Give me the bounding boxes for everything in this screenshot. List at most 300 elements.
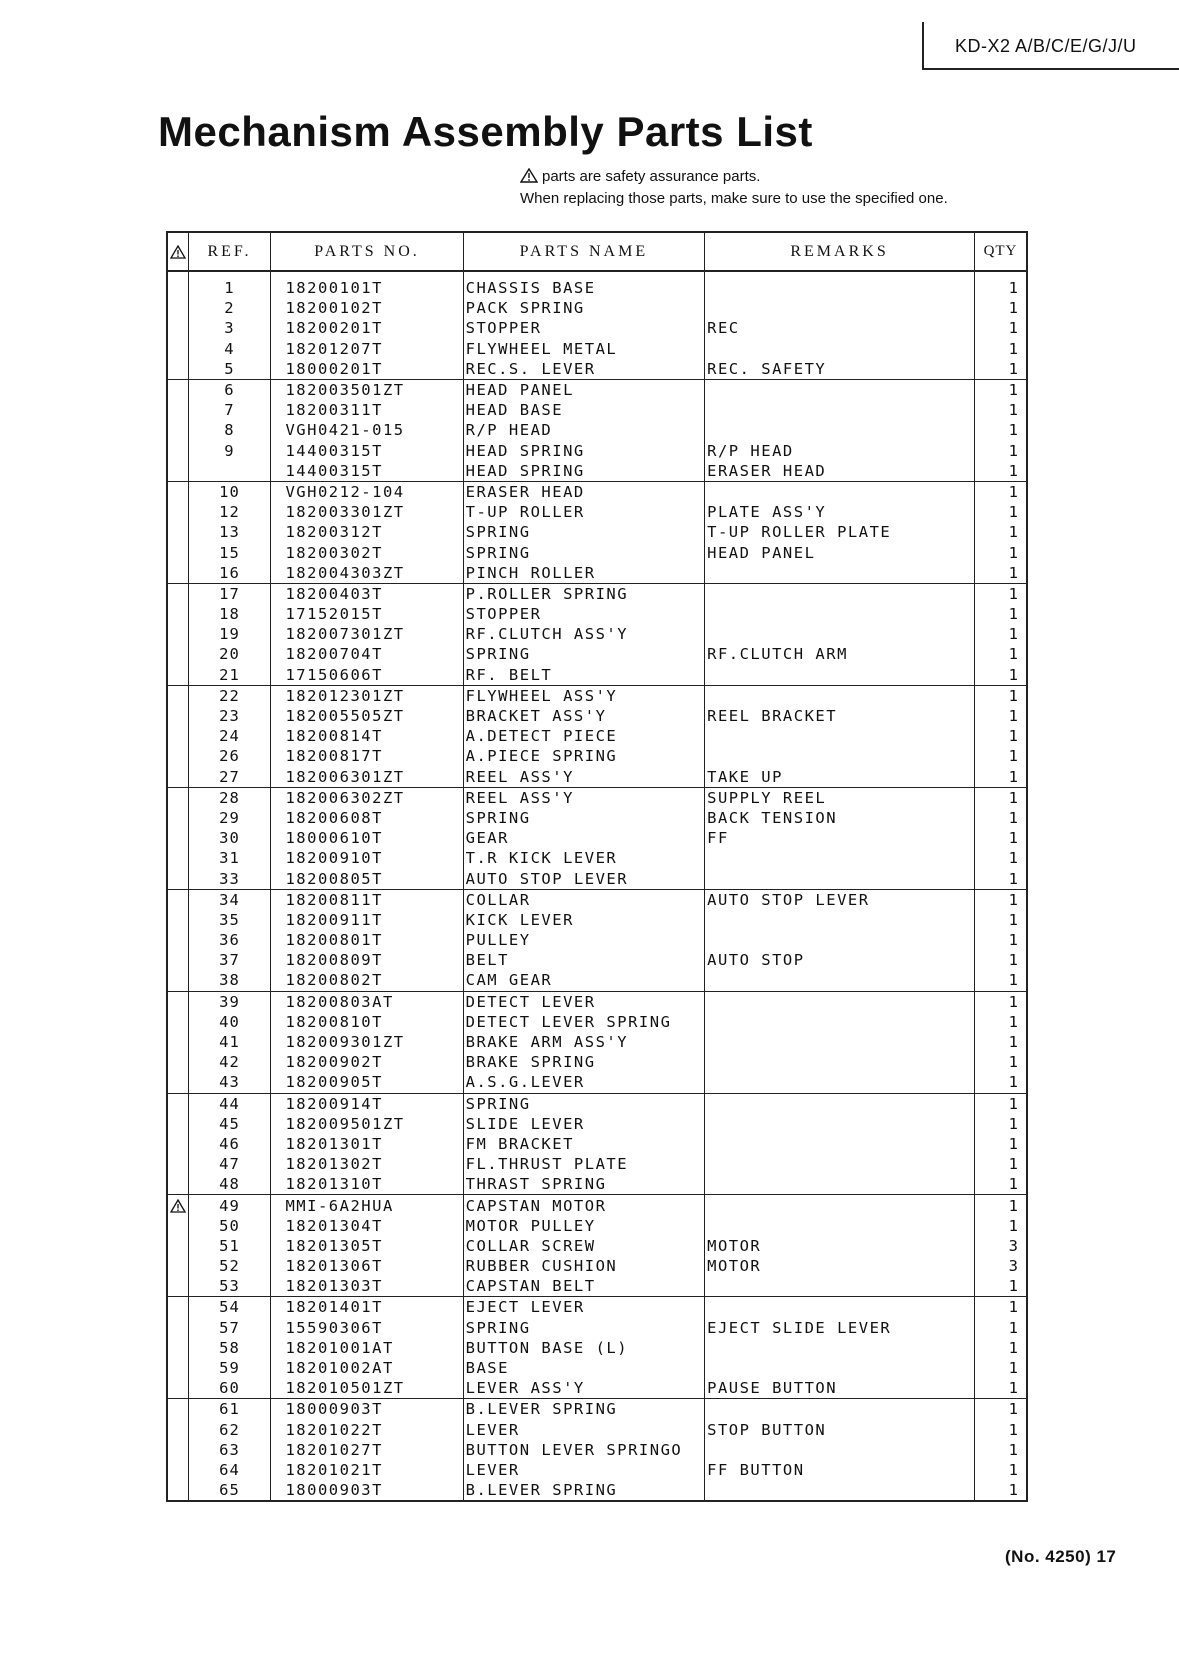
ref-cell: 4 bbox=[188, 339, 271, 359]
remarks-cell bbox=[705, 665, 975, 686]
part-name-cell: BRAKE ARM ASS'Y bbox=[463, 1032, 705, 1052]
part-number-cell: 17150606T bbox=[271, 665, 463, 686]
table-row bbox=[167, 1012, 1027, 1032]
table-row bbox=[167, 583, 1027, 604]
safety-cell bbox=[167, 624, 188, 644]
qty-cell: 1 bbox=[974, 271, 1027, 298]
ref-cell: 35 bbox=[188, 910, 271, 930]
table-row bbox=[167, 1440, 1027, 1460]
table-row bbox=[167, 1378, 1027, 1399]
safety-cell bbox=[167, 1012, 188, 1032]
part-number-cell: 18201304T bbox=[271, 1216, 463, 1236]
remarks-cell: R/P HEAD bbox=[705, 441, 975, 461]
remarks-cell bbox=[705, 604, 975, 624]
safety-cell bbox=[167, 808, 188, 828]
part-name-cell: HEAD SPRING bbox=[463, 461, 705, 482]
remarks-cell bbox=[705, 1012, 975, 1032]
remarks-cell: PAUSE BUTTON bbox=[705, 1378, 975, 1399]
qty-cell: 1 bbox=[974, 624, 1027, 644]
remarks-cell bbox=[705, 1052, 975, 1072]
part-name-cell: BRACKET ASS'Y bbox=[463, 706, 705, 726]
part-number-cell: 182006301ZT bbox=[271, 767, 463, 788]
page-title: Mechanism Assembly Parts List bbox=[158, 108, 813, 155]
table-row bbox=[167, 1256, 1027, 1276]
part-name-cell: COLLAR bbox=[463, 889, 705, 910]
part-name-cell: BUTTON BASE (L) bbox=[463, 1338, 705, 1358]
part-name-cell: PINCH ROLLER bbox=[463, 563, 705, 584]
qty-cell: 1 bbox=[974, 1276, 1027, 1297]
table-row bbox=[167, 522, 1027, 542]
safety-cell bbox=[167, 1378, 188, 1399]
part-number-cell: 182012301ZT bbox=[271, 685, 463, 706]
table-row bbox=[167, 868, 1027, 889]
remarks-cell bbox=[705, 1114, 975, 1134]
part-number-cell: 18201301T bbox=[271, 1134, 463, 1154]
part-number-cell: 18201401T bbox=[271, 1297, 463, 1318]
qty-cell: 1 bbox=[974, 991, 1027, 1012]
part-name-cell: GEAR bbox=[463, 828, 705, 848]
part-name-cell: FL.THRUST PLATE bbox=[463, 1154, 705, 1174]
part-name-cell: BELT bbox=[463, 950, 705, 970]
ref-cell: 64 bbox=[188, 1460, 271, 1480]
table-row bbox=[167, 420, 1027, 440]
qty-cell: 1 bbox=[974, 767, 1027, 788]
ref-cell: 1 bbox=[188, 271, 271, 298]
table-row bbox=[167, 808, 1027, 828]
table-row bbox=[167, 991, 1027, 1012]
part-name-cell: HEAD BASE bbox=[463, 400, 705, 420]
remarks-cell bbox=[705, 271, 975, 298]
safety-column-header bbox=[167, 232, 188, 271]
qty-cell: 1 bbox=[974, 1358, 1027, 1378]
remarks-cell bbox=[705, 1358, 975, 1378]
safety-cell bbox=[167, 441, 188, 461]
part-number-cell: 18201303T bbox=[271, 1276, 463, 1297]
part-name-cell: STOPPER bbox=[463, 604, 705, 624]
part-number-cell: 182006302ZT bbox=[271, 787, 463, 808]
ref-cell: 59 bbox=[188, 1358, 271, 1378]
remarks-cell bbox=[705, 1338, 975, 1358]
part-number-cell: 182010501ZT bbox=[271, 1378, 463, 1399]
table-row bbox=[167, 1174, 1027, 1195]
qty-cell: 1 bbox=[974, 400, 1027, 420]
safety-cell bbox=[167, 1276, 188, 1297]
part-number-cell: 18200902T bbox=[271, 1052, 463, 1072]
ref-cell: 29 bbox=[188, 808, 271, 828]
remarks-cell bbox=[705, 685, 975, 706]
safety-cell bbox=[167, 848, 188, 868]
remarks-cell: T-UP ROLLER PLATE bbox=[705, 522, 975, 542]
qty-cell: 1 bbox=[974, 339, 1027, 359]
safety-cell bbox=[167, 970, 188, 991]
part-number-cell: 18200102T bbox=[271, 298, 463, 318]
safety-cell bbox=[167, 420, 188, 440]
part-name-cell: SPRING bbox=[463, 522, 705, 542]
remarks-cell bbox=[705, 1154, 975, 1174]
table-row bbox=[167, 400, 1027, 420]
remarks-cell: REEL BRACKET bbox=[705, 706, 975, 726]
safety-cell bbox=[167, 1216, 188, 1236]
part-number-cell: 18200911T bbox=[271, 910, 463, 930]
model-label: KD-X2 A/B/C/E/G/J/U bbox=[955, 36, 1137, 56]
part-number-cell: 18200801T bbox=[271, 930, 463, 950]
table-row bbox=[167, 604, 1027, 624]
safety-cell bbox=[167, 522, 188, 542]
safety-cell bbox=[167, 604, 188, 624]
qty-cell: 1 bbox=[974, 950, 1027, 970]
safety-note bbox=[520, 168, 760, 185]
qty-cell: 1 bbox=[974, 1297, 1027, 1318]
remarks-cell: FF bbox=[705, 828, 975, 848]
qty-cell: 1 bbox=[974, 298, 1027, 318]
remarks-cell bbox=[705, 1174, 975, 1195]
safety-cell bbox=[167, 1460, 188, 1480]
part-number-cell: 18200201T bbox=[271, 318, 463, 338]
warning-triangle-icon bbox=[170, 1199, 186, 1213]
safety-cell bbox=[167, 359, 188, 380]
ref-cell: 60 bbox=[188, 1378, 271, 1399]
table-row bbox=[167, 502, 1027, 522]
table-row bbox=[167, 889, 1027, 910]
qty-cell: 1 bbox=[974, 1174, 1027, 1195]
part-name-cell: BASE bbox=[463, 1358, 705, 1378]
table-row bbox=[167, 542, 1027, 562]
part-number-cell: 18200101T bbox=[271, 271, 463, 298]
ref-cell: 22 bbox=[188, 685, 271, 706]
part-name-cell: BUTTON LEVER SPRINGO bbox=[463, 1440, 705, 1460]
parts-table bbox=[166, 231, 1028, 1502]
part-name-cell: AUTO STOP LEVER bbox=[463, 868, 705, 889]
qty-cell: 1 bbox=[974, 746, 1027, 766]
part-name-cell: CHASSIS BASE bbox=[463, 271, 705, 298]
remarks-cell bbox=[705, 563, 975, 584]
safety-cell bbox=[167, 828, 188, 848]
ref-cell: 24 bbox=[188, 726, 271, 746]
ref-cell: 10 bbox=[188, 481, 271, 502]
table-row bbox=[167, 1460, 1027, 1480]
remarks-cell bbox=[705, 1480, 975, 1501]
part-name-cell: P.ROLLER SPRING bbox=[463, 583, 705, 604]
part-number-cell: 18201021T bbox=[271, 1460, 463, 1480]
part-name-cell: LEVER bbox=[463, 1460, 705, 1480]
qty-cell: 1 bbox=[974, 1032, 1027, 1052]
ref-cell: 44 bbox=[188, 1093, 271, 1114]
table-row bbox=[167, 767, 1027, 788]
remarks-cell bbox=[705, 930, 975, 950]
part-name-cell: R/P HEAD bbox=[463, 420, 705, 440]
table-row bbox=[167, 910, 1027, 930]
part-number-cell: 18000903T bbox=[271, 1480, 463, 1501]
parts-name-column-header: PARTS NAME bbox=[463, 232, 705, 271]
ref-cell: 45 bbox=[188, 1114, 271, 1134]
safety-cell bbox=[167, 930, 188, 950]
qty-cell: 1 bbox=[974, 665, 1027, 686]
safety-cell bbox=[167, 461, 188, 482]
table-row bbox=[167, 950, 1027, 970]
ref-cell: 50 bbox=[188, 1216, 271, 1236]
remarks-cell: TAKE UP bbox=[705, 767, 975, 788]
table-row bbox=[167, 298, 1027, 318]
table-row bbox=[167, 481, 1027, 502]
part-number-cell: 18200311T bbox=[271, 400, 463, 420]
ref-cell: 5 bbox=[188, 359, 271, 380]
part-number-cell: VGH0212-104 bbox=[271, 481, 463, 502]
remarks-cell: AUTO STOP bbox=[705, 950, 975, 970]
remarks-cell: MOTOR bbox=[705, 1236, 975, 1256]
part-number-cell: 18200312T bbox=[271, 522, 463, 542]
remarks-cell: MOTOR bbox=[705, 1256, 975, 1276]
remarks-cell bbox=[705, 298, 975, 318]
qty-cell: 1 bbox=[974, 481, 1027, 502]
ref-cell: 33 bbox=[188, 868, 271, 889]
part-number-cell: 18201022T bbox=[271, 1420, 463, 1440]
qty-cell: 1 bbox=[974, 604, 1027, 624]
part-name-cell: COLLAR SCREW bbox=[463, 1236, 705, 1256]
ref-cell: 51 bbox=[188, 1236, 271, 1256]
qty-cell: 1 bbox=[974, 787, 1027, 808]
part-name-cell: REC.S. LEVER bbox=[463, 359, 705, 380]
qty-cell: 1 bbox=[974, 930, 1027, 950]
ref-cell: 18 bbox=[188, 604, 271, 624]
qty-cell: 1 bbox=[974, 1480, 1027, 1501]
ref-cell: 57 bbox=[188, 1318, 271, 1338]
safety-cell bbox=[167, 339, 188, 359]
qty-cell: 1 bbox=[974, 1420, 1027, 1440]
qty-cell: 1 bbox=[974, 848, 1027, 868]
ref-cell: 38 bbox=[188, 970, 271, 991]
table-row bbox=[167, 1338, 1027, 1358]
qty-cell: 1 bbox=[974, 542, 1027, 562]
part-number-cell: 15590306T bbox=[271, 1318, 463, 1338]
table-row bbox=[167, 339, 1027, 359]
part-number-cell: 18200302T bbox=[271, 542, 463, 562]
remarks-cell: REC. SAFETY bbox=[705, 359, 975, 380]
part-name-cell: RF.CLUTCH ASS'Y bbox=[463, 624, 705, 644]
safety-cell bbox=[167, 1440, 188, 1460]
remarks-cell bbox=[705, 1032, 975, 1052]
ref-cell: 3 bbox=[188, 318, 271, 338]
remarks-cell bbox=[705, 970, 975, 991]
part-name-cell: RF. BELT bbox=[463, 665, 705, 686]
table-row bbox=[167, 1480, 1027, 1501]
safety-note-text: parts are safety assurance parts. bbox=[542, 168, 761, 185]
safety-cell bbox=[167, 542, 188, 562]
qty-cell: 1 bbox=[974, 828, 1027, 848]
qty-cell: 1 bbox=[974, 1195, 1027, 1216]
remarks-cell bbox=[705, 1399, 975, 1420]
ref-cell: 34 bbox=[188, 889, 271, 910]
table-header-row bbox=[167, 232, 1027, 271]
part-number-cell: 18200802T bbox=[271, 970, 463, 991]
ref-cell: 37 bbox=[188, 950, 271, 970]
part-name-cell: B.LEVER SPRING bbox=[463, 1399, 705, 1420]
qty-cell: 1 bbox=[974, 1093, 1027, 1114]
qty-cell: 1 bbox=[974, 889, 1027, 910]
part-number-cell: 18201310T bbox=[271, 1174, 463, 1195]
ref-cell: 41 bbox=[188, 1032, 271, 1052]
table-row bbox=[167, 1399, 1027, 1420]
safety-cell bbox=[167, 1399, 188, 1420]
table-row bbox=[167, 563, 1027, 584]
part-name-cell: KICK LEVER bbox=[463, 910, 705, 930]
remarks-cell bbox=[705, 868, 975, 889]
table-row bbox=[167, 665, 1027, 686]
safety-cell bbox=[167, 1032, 188, 1052]
table-row bbox=[167, 787, 1027, 808]
remarks-cell: AUTO STOP LEVER bbox=[705, 889, 975, 910]
table-row bbox=[167, 706, 1027, 726]
qty-cell: 3 bbox=[974, 1236, 1027, 1256]
part-name-cell: LEVER ASS'Y bbox=[463, 1378, 705, 1399]
part-number-cell: 18200814T bbox=[271, 726, 463, 746]
part-name-cell: HEAD PANEL bbox=[463, 379, 705, 400]
ref-cell: 46 bbox=[188, 1134, 271, 1154]
safety-cell bbox=[167, 298, 188, 318]
qty-cell: 1 bbox=[974, 379, 1027, 400]
safety-cell bbox=[167, 1154, 188, 1174]
qty-cell: 1 bbox=[974, 502, 1027, 522]
part-number-cell: 18201306T bbox=[271, 1256, 463, 1276]
ref-cell: 28 bbox=[188, 787, 271, 808]
ref-cell: 52 bbox=[188, 1256, 271, 1276]
part-number-cell: 14400315T bbox=[271, 441, 463, 461]
part-name-cell: PULLEY bbox=[463, 930, 705, 950]
remarks-cell: RF.CLUTCH ARM bbox=[705, 644, 975, 664]
part-number-cell: 18201207T bbox=[271, 339, 463, 359]
remarks-cell bbox=[705, 624, 975, 644]
part-name-cell: SPRING bbox=[463, 1093, 705, 1114]
ref-cell: 65 bbox=[188, 1480, 271, 1501]
safety-cell bbox=[167, 400, 188, 420]
qty-cell: 3 bbox=[974, 1256, 1027, 1276]
part-name-cell: CAPSTAN BELT bbox=[463, 1276, 705, 1297]
table-row bbox=[167, 441, 1027, 461]
ref-cell: 17 bbox=[188, 583, 271, 604]
safety-cell bbox=[167, 1134, 188, 1154]
safety-cell bbox=[167, 868, 188, 889]
part-name-cell: CAPSTAN MOTOR bbox=[463, 1195, 705, 1216]
ref-cell: 42 bbox=[188, 1052, 271, 1072]
ref-cell: 8 bbox=[188, 420, 271, 440]
ref-cell: 31 bbox=[188, 848, 271, 868]
safety-cell bbox=[167, 767, 188, 788]
page-number: (No. 4250) 17 bbox=[1005, 1547, 1117, 1566]
part-name-cell: A.PIECE SPRING bbox=[463, 746, 705, 766]
remarks-cell: STOP BUTTON bbox=[705, 1420, 975, 1440]
parts-no-column-header: PARTS NO. bbox=[271, 232, 463, 271]
ref-cell: 53 bbox=[188, 1276, 271, 1297]
part-number-cell: 18201027T bbox=[271, 1440, 463, 1460]
ref-cell: 49 bbox=[188, 1195, 271, 1216]
ref-cell: 13 bbox=[188, 522, 271, 542]
warning-triangle-icon bbox=[520, 168, 538, 183]
safety-cell bbox=[167, 1420, 188, 1440]
table-row bbox=[167, 828, 1027, 848]
part-name-cell: MOTOR PULLEY bbox=[463, 1216, 705, 1236]
ref-cell: 62 bbox=[188, 1420, 271, 1440]
ref-cell: 2 bbox=[188, 298, 271, 318]
remarks-cell bbox=[705, 726, 975, 746]
part-name-cell: PACK SPRING bbox=[463, 298, 705, 318]
table-row bbox=[167, 1134, 1027, 1154]
part-name-cell: BRAKE SPRING bbox=[463, 1052, 705, 1072]
part-number-cell: 182004303ZT bbox=[271, 563, 463, 584]
safety-cell bbox=[167, 1338, 188, 1358]
part-number-cell: 18200403T bbox=[271, 583, 463, 604]
part-number-cell: 18200805T bbox=[271, 868, 463, 889]
part-number-cell: 182009501ZT bbox=[271, 1114, 463, 1134]
safety-cell bbox=[167, 1114, 188, 1134]
qty-cell: 1 bbox=[974, 1378, 1027, 1399]
part-number-cell: 182003501ZT bbox=[271, 379, 463, 400]
qty-cell: 1 bbox=[974, 318, 1027, 338]
safety-cell bbox=[167, 379, 188, 400]
table-row bbox=[167, 1032, 1027, 1052]
qty-cell: 1 bbox=[974, 441, 1027, 461]
part-name-cell: SPRING bbox=[463, 542, 705, 562]
safety-cell bbox=[167, 746, 188, 766]
qty-cell: 1 bbox=[974, 1052, 1027, 1072]
part-number-cell: 182005505ZT bbox=[271, 706, 463, 726]
ref-cell: 9 bbox=[188, 441, 271, 461]
table-row bbox=[167, 1216, 1027, 1236]
remarks-cell bbox=[705, 1440, 975, 1460]
remarks-cell bbox=[705, 1072, 975, 1093]
remarks-cell bbox=[705, 848, 975, 868]
part-number-cell: 14400315T bbox=[271, 461, 463, 482]
part-name-cell: T-UP ROLLER bbox=[463, 502, 705, 522]
safety-cell bbox=[167, 685, 188, 706]
safety-cell bbox=[167, 1195, 188, 1216]
safety-cell bbox=[167, 563, 188, 584]
qty-cell: 1 bbox=[974, 1399, 1027, 1420]
part-number-cell: 182007301ZT bbox=[271, 624, 463, 644]
remarks-column-header: REMARKS bbox=[705, 232, 975, 271]
part-name-cell: DETECT LEVER bbox=[463, 991, 705, 1012]
ref-cell: 15 bbox=[188, 542, 271, 562]
part-name-cell: FLYWHEEL METAL bbox=[463, 339, 705, 359]
table-row bbox=[167, 1072, 1027, 1093]
table-row bbox=[167, 318, 1027, 338]
remarks-cell: ERASER HEAD bbox=[705, 461, 975, 482]
part-number-cell: 18200704T bbox=[271, 644, 463, 664]
ref-column-header: REF. bbox=[188, 232, 271, 271]
table-row bbox=[167, 644, 1027, 664]
safety-cell bbox=[167, 1236, 188, 1256]
remarks-cell bbox=[705, 400, 975, 420]
ref-cell: 21 bbox=[188, 665, 271, 686]
qty-cell: 1 bbox=[974, 1154, 1027, 1174]
replacement-note: When replacing those parts, make sure to use the specified one. bbox=[520, 190, 948, 207]
part-name-cell: A.DETECT PIECE bbox=[463, 726, 705, 746]
part-number-cell: 18201302T bbox=[271, 1154, 463, 1174]
part-name-cell: REEL ASS'Y bbox=[463, 767, 705, 788]
table-row bbox=[167, 1358, 1027, 1378]
ref-cell: 61 bbox=[188, 1399, 271, 1420]
qty-cell: 1 bbox=[974, 970, 1027, 991]
part-name-cell: B.LEVER SPRING bbox=[463, 1480, 705, 1501]
part-number-cell: 18000201T bbox=[271, 359, 463, 380]
ref-cell: 23 bbox=[188, 706, 271, 726]
part-name-cell: A.S.G.LEVER bbox=[463, 1072, 705, 1093]
safety-cell bbox=[167, 787, 188, 808]
safety-cell bbox=[167, 1297, 188, 1318]
table-row bbox=[167, 1195, 1027, 1216]
remarks-cell bbox=[705, 1134, 975, 1154]
remarks-cell bbox=[705, 339, 975, 359]
table-row bbox=[167, 271, 1027, 298]
part-number-cell: 17152015T bbox=[271, 604, 463, 624]
